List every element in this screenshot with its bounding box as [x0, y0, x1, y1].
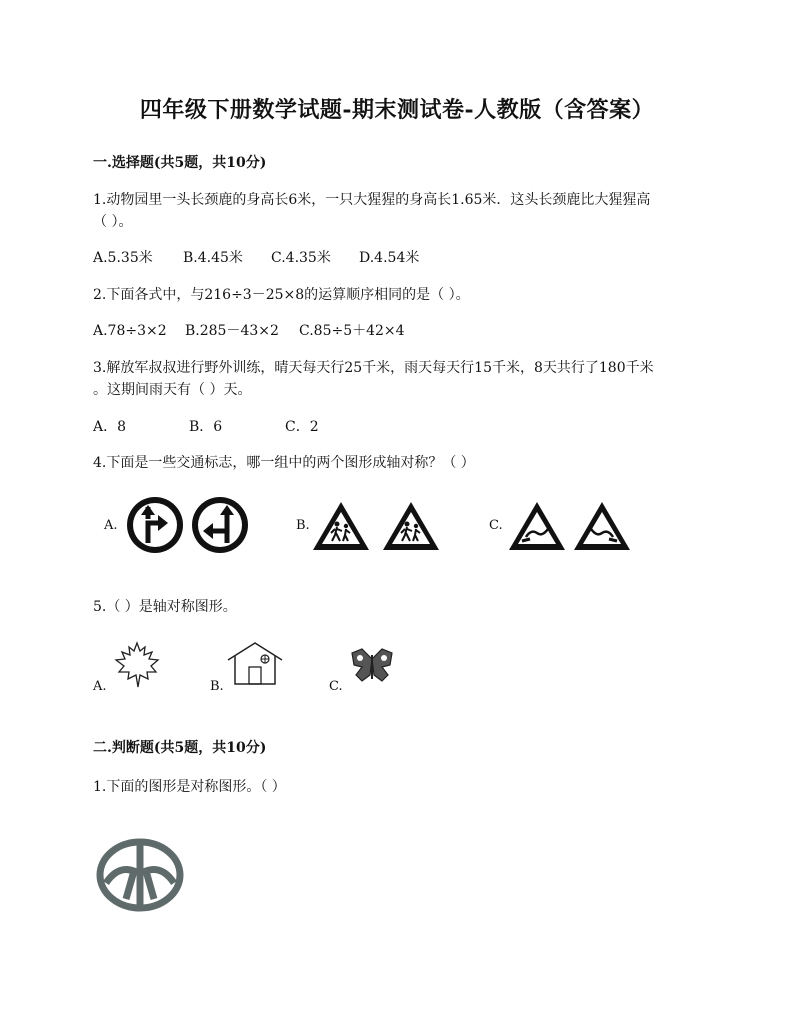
question-1-options	[93, 248, 419, 268]
symbol-figure-icon	[94, 837, 186, 913]
option-b: B．6	[189, 419, 223, 435]
maple-leaf-icon	[112, 641, 162, 689]
section-1-heading: 一.选择题(共5题，共10分)	[93, 155, 267, 171]
judgement-question-1-text: 1.下面的图形是对称图形。（ ）	[93, 779, 286, 795]
option-a: A.5.35米	[93, 250, 153, 266]
q4-label-b: B.	[296, 518, 310, 533]
q5-label-c: C.	[329, 679, 343, 694]
option-b: B.4.45米	[183, 250, 243, 266]
section-2-heading: 二.判断题(共5题，共10分)	[93, 740, 267, 756]
question-4-text: 4.下面是一些交通标志，哪一组中的两个图形成轴对称？（ ）	[93, 455, 475, 471]
question-3-text-cont: 。这期间雨天有（ ）天。	[93, 382, 252, 398]
question-3-options	[93, 417, 319, 437]
question-5-text: 5.（ ）是轴对称图形。	[93, 599, 237, 615]
question-3-text: 3.解放军叔叔进行野外训练，晴天每天行25千米，雨天每天行15千米，8天共行了180千米	[93, 360, 654, 376]
question-2-options	[93, 321, 405, 341]
turn-left-sign-icon	[189, 495, 251, 555]
pedestrian-sign-icon	[310, 499, 372, 553]
pedestrian-sign-icon	[380, 499, 442, 553]
option-b: B.285－43×2	[185, 323, 279, 339]
uneven-road-sign-icon	[506, 499, 568, 553]
butterfly-icon	[348, 645, 396, 685]
option-a: A．8	[93, 419, 127, 435]
question-1-text-cont: （ ）。	[93, 214, 133, 230]
option-a: A.78÷3×2	[93, 323, 167, 339]
q4-label-a: A.	[104, 518, 118, 533]
option-d: D.4.54米	[359, 250, 420, 266]
option-c: C.85÷5＋42×4	[299, 323, 405, 339]
q4-label-c: C.	[489, 518, 503, 533]
question-1-text: 1.动物园里一头长颈鹿的身高长6米，一只大猩猩的身高长1.65米．这头长颈鹿比大猩猩高	[93, 192, 651, 208]
uneven-road-sign-icon	[571, 499, 633, 553]
option-c: C.4.35米	[271, 250, 331, 266]
q5-label-a: A.	[93, 679, 107, 694]
house-icon	[225, 640, 285, 686]
turn-right-sign-icon	[124, 495, 186, 555]
option-c: C．2	[285, 419, 319, 435]
question-2-text: 2.下面各式中，与216÷3－25×8的运算顺序相同的是（ ）。	[93, 287, 470, 303]
q5-label-b: B.	[210, 679, 224, 694]
page-title: 四年级下册数学试题-期末测试卷-人教版（含答案）	[139, 97, 655, 123]
